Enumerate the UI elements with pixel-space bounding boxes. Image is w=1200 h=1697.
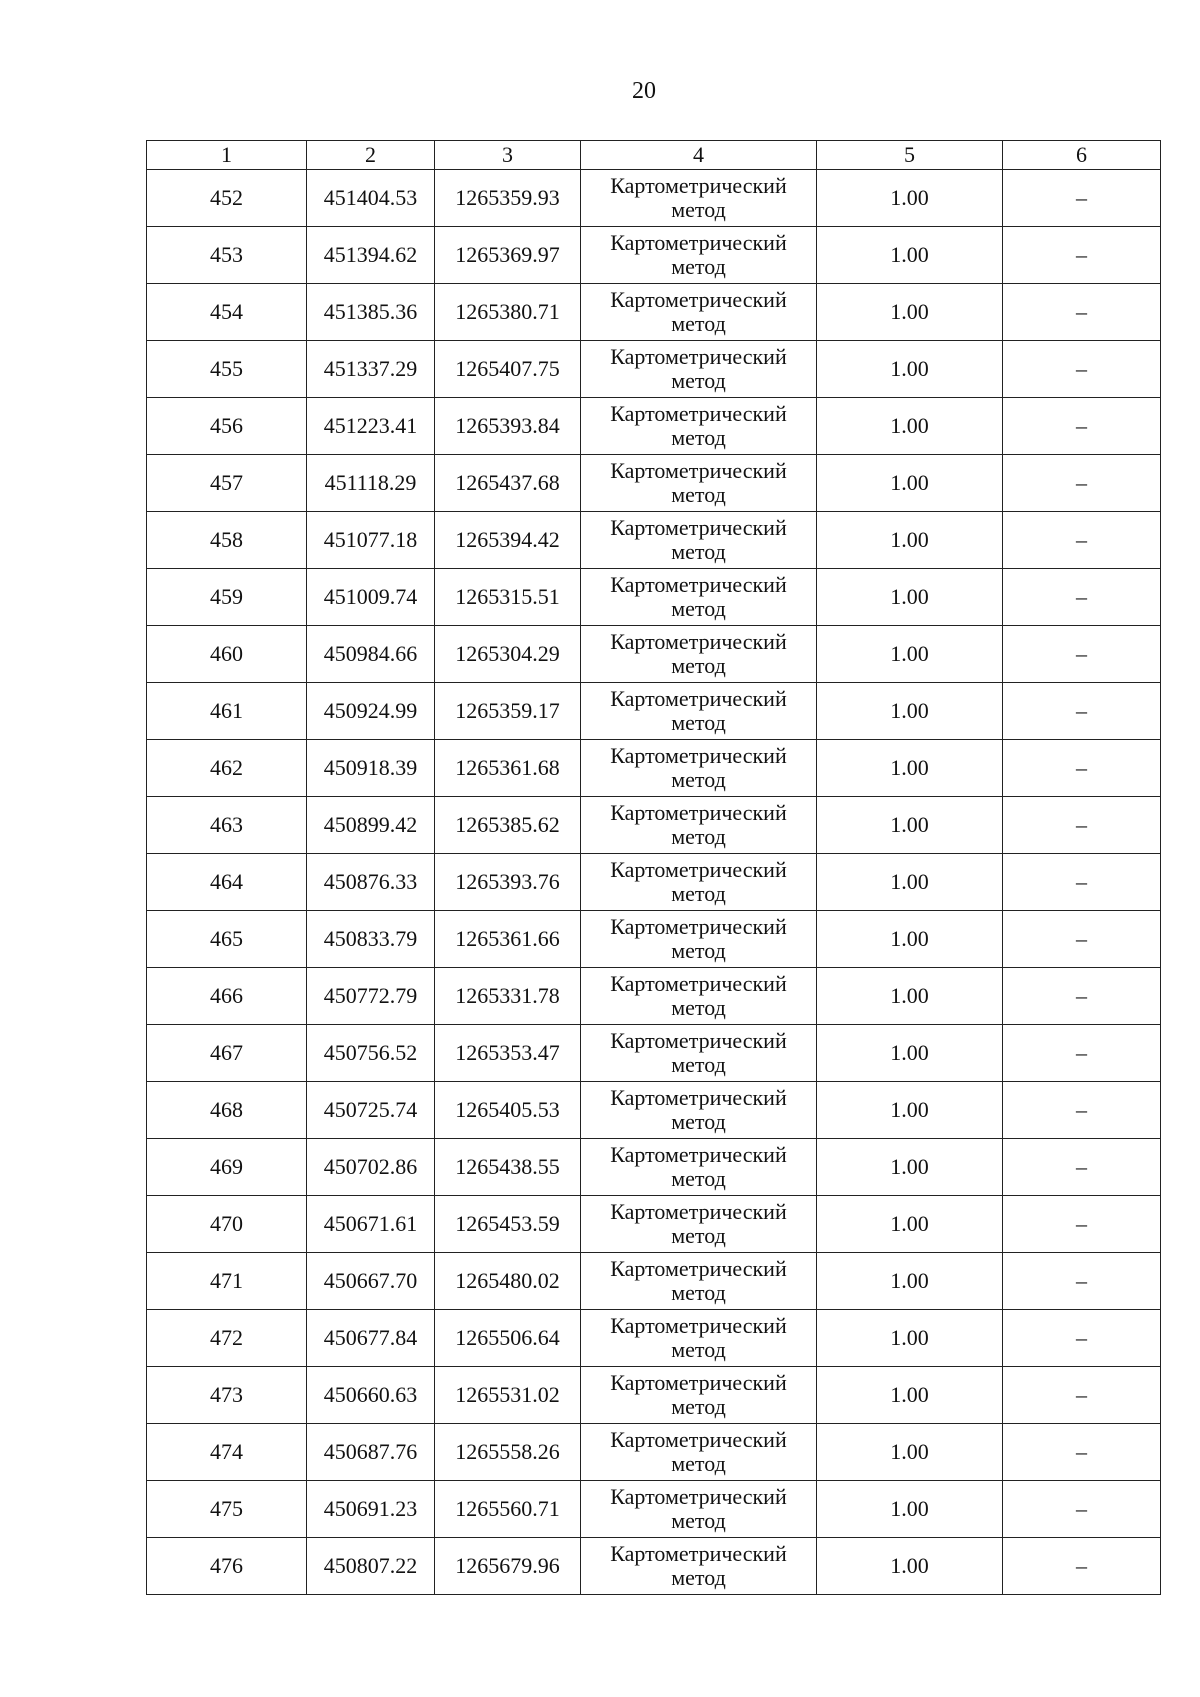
method-line-2: метод [671, 995, 726, 1020]
point-number-cell: 469 [147, 1139, 307, 1196]
method-line-2: метод [671, 767, 726, 792]
method-line-1: Картометрический [610, 344, 787, 369]
method-line-2: метод [671, 1280, 726, 1305]
method-line-1: Картометрический [610, 857, 787, 882]
accuracy-cell: 1.00 [817, 683, 1003, 740]
method-line-1: Картометрический [610, 287, 787, 312]
note-cell: – [1003, 683, 1161, 740]
y-coordinate-cell: 1265405.53 [435, 1082, 581, 1139]
method-line-1: Картометрический [610, 1370, 787, 1395]
accuracy-cell: 1.00 [817, 1481, 1003, 1538]
method-line-1: Картометрический [610, 1541, 787, 1566]
method-cell [581, 1253, 817, 1310]
note-cell: – [1003, 284, 1161, 341]
accuracy-cell: 1.00 [817, 455, 1003, 512]
note-cell: – [1003, 170, 1161, 227]
y-coordinate-cell: 1265393.84 [435, 398, 581, 455]
note-cell: – [1003, 1082, 1161, 1139]
method-cell [581, 227, 817, 284]
table-row [147, 1481, 1161, 1538]
note-cell: – [1003, 797, 1161, 854]
point-number-cell: 468 [147, 1082, 307, 1139]
method-cell [581, 341, 817, 398]
method-line-1: Картометрический [610, 401, 787, 426]
y-coordinate-cell: 1265531.02 [435, 1367, 581, 1424]
method-cell [581, 1538, 817, 1595]
method-line-1: Картометрический [610, 1028, 787, 1053]
method-line-1: Картометрический [610, 1199, 787, 1224]
accuracy-cell: 1.00 [817, 227, 1003, 284]
x-coordinate-cell: 450918.39 [307, 740, 435, 797]
note-cell: – [1003, 455, 1161, 512]
accuracy-cell: 1.00 [817, 797, 1003, 854]
method-line-2: метод [671, 653, 726, 678]
table-row [147, 911, 1161, 968]
method-cell [581, 1481, 817, 1538]
x-coordinate-cell: 451077.18 [307, 512, 435, 569]
accuracy-cell: 1.00 [817, 626, 1003, 683]
note-cell: – [1003, 854, 1161, 911]
method-line-2: метод [671, 539, 726, 564]
method-line-1: Картометрический [610, 458, 787, 483]
column-header-6: 6 [1003, 141, 1161, 170]
table-row [147, 569, 1161, 626]
method-line-2: метод [671, 1052, 726, 1077]
table-row [147, 1253, 1161, 1310]
point-number-cell: 476 [147, 1538, 307, 1595]
method-cell [581, 569, 817, 626]
note-cell: – [1003, 1253, 1161, 1310]
point-number-cell: 475 [147, 1481, 307, 1538]
table-row [147, 1025, 1161, 1082]
method-cell [581, 455, 817, 512]
column-header-2: 2 [307, 141, 435, 170]
x-coordinate-cell: 450876.33 [307, 854, 435, 911]
point-number-cell: 455 [147, 341, 307, 398]
accuracy-cell: 1.00 [817, 569, 1003, 626]
point-number-cell: 464 [147, 854, 307, 911]
table-body [147, 170, 1161, 1595]
table-row [147, 854, 1161, 911]
table-row [147, 284, 1161, 341]
x-coordinate-cell: 450691.23 [307, 1481, 435, 1538]
table-row [147, 1367, 1161, 1424]
point-number-cell: 462 [147, 740, 307, 797]
x-coordinate-cell: 450833.79 [307, 911, 435, 968]
note-cell: – [1003, 512, 1161, 569]
table-row [147, 1196, 1161, 1253]
point-number-cell: 456 [147, 398, 307, 455]
method-cell [581, 1139, 817, 1196]
table-row [147, 1082, 1161, 1139]
method-line-2: метод [671, 1565, 726, 1590]
note-cell: – [1003, 911, 1161, 968]
page-number: 20 [632, 78, 656, 104]
x-coordinate-cell: 451404.53 [307, 170, 435, 227]
accuracy-cell: 1.00 [817, 1367, 1003, 1424]
method-cell [581, 911, 817, 968]
y-coordinate-cell: 1265359.93 [435, 170, 581, 227]
method-cell [581, 1424, 817, 1481]
y-coordinate-cell: 1265385.62 [435, 797, 581, 854]
method-line-1: Картометрический [610, 971, 787, 996]
note-cell: – [1003, 1367, 1161, 1424]
method-line-2: метод [671, 1223, 726, 1248]
point-number-cell: 457 [147, 455, 307, 512]
column-header-4: 4 [581, 141, 817, 170]
method-cell [581, 740, 817, 797]
method-line-1: Картометрический [610, 173, 787, 198]
y-coordinate-cell: 1265393.76 [435, 854, 581, 911]
x-coordinate-cell: 450660.63 [307, 1367, 435, 1424]
x-coordinate-cell: 450687.76 [307, 1424, 435, 1481]
method-cell [581, 1025, 817, 1082]
method-line-2: метод [671, 368, 726, 393]
method-line-2: метод [671, 596, 726, 621]
method-line-1: Картометрический [610, 629, 787, 654]
method-line-1: Картометрический [610, 515, 787, 540]
point-number-cell: 458 [147, 512, 307, 569]
method-line-2: метод [671, 311, 726, 336]
method-line-2: метод [671, 254, 726, 279]
method-line-2: метод [671, 1109, 726, 1134]
accuracy-cell: 1.00 [817, 911, 1003, 968]
method-line-1: Картометрический [610, 743, 787, 768]
method-line-1: Картометрический [610, 1085, 787, 1110]
y-coordinate-cell: 1265560.71 [435, 1481, 581, 1538]
note-cell: – [1003, 626, 1161, 683]
note-cell: – [1003, 398, 1161, 455]
x-coordinate-cell: 450667.70 [307, 1253, 435, 1310]
table-row [147, 512, 1161, 569]
accuracy-cell: 1.00 [817, 1196, 1003, 1253]
method-line-2: метод [671, 1508, 726, 1533]
x-coordinate-cell: 451009.74 [307, 569, 435, 626]
method-cell [581, 1082, 817, 1139]
method-cell [581, 1310, 817, 1367]
table-row [147, 170, 1161, 227]
method-line-1: Картометрический [610, 1484, 787, 1509]
method-cell [581, 626, 817, 683]
method-line-2: метод [671, 1451, 726, 1476]
y-coordinate-cell: 1265353.47 [435, 1025, 581, 1082]
y-coordinate-cell: 1265437.68 [435, 455, 581, 512]
point-number-cell: 474 [147, 1424, 307, 1481]
x-coordinate-cell: 450677.84 [307, 1310, 435, 1367]
x-coordinate-cell: 450924.99 [307, 683, 435, 740]
accuracy-cell: 1.00 [817, 740, 1003, 797]
method-line-2: метод [671, 1394, 726, 1419]
table-row [147, 398, 1161, 455]
table-row [147, 683, 1161, 740]
method-cell [581, 854, 817, 911]
x-coordinate-cell: 450807.22 [307, 1538, 435, 1595]
accuracy-cell: 1.00 [817, 1424, 1003, 1481]
accuracy-cell: 1.00 [817, 170, 1003, 227]
point-number-cell: 463 [147, 797, 307, 854]
table-row [147, 1139, 1161, 1196]
accuracy-cell: 1.00 [817, 1538, 1003, 1595]
accuracy-cell: 1.00 [817, 1025, 1003, 1082]
accuracy-cell: 1.00 [817, 341, 1003, 398]
x-coordinate-cell: 450671.61 [307, 1196, 435, 1253]
method-line-1: Картометрический [610, 800, 787, 825]
point-number-cell: 454 [147, 284, 307, 341]
method-cell [581, 1367, 817, 1424]
note-cell: – [1003, 227, 1161, 284]
accuracy-cell: 1.00 [817, 1139, 1003, 1196]
table-header-row [147, 141, 1161, 170]
note-cell: – [1003, 1538, 1161, 1595]
method-cell [581, 1196, 817, 1253]
y-coordinate-cell: 1265480.02 [435, 1253, 581, 1310]
y-coordinate-cell: 1265361.66 [435, 911, 581, 968]
point-number-cell: 452 [147, 170, 307, 227]
method-line-1: Картометрический [610, 230, 787, 255]
table-row [147, 455, 1161, 512]
note-cell: – [1003, 1196, 1161, 1253]
point-number-cell: 461 [147, 683, 307, 740]
method-line-2: метод [671, 1337, 726, 1362]
table-row [147, 341, 1161, 398]
y-coordinate-cell: 1265394.42 [435, 512, 581, 569]
method-cell [581, 170, 817, 227]
note-cell: – [1003, 1481, 1161, 1538]
column-header-3: 3 [435, 141, 581, 170]
note-cell: – [1003, 968, 1161, 1025]
y-coordinate-cell: 1265380.71 [435, 284, 581, 341]
method-cell [581, 512, 817, 569]
note-cell: – [1003, 1310, 1161, 1367]
y-coordinate-cell: 1265315.51 [435, 569, 581, 626]
point-number-cell: 473 [147, 1367, 307, 1424]
column-header-1: 1 [147, 141, 307, 170]
accuracy-cell: 1.00 [817, 284, 1003, 341]
table-row [147, 1424, 1161, 1481]
y-coordinate-cell: 1265331.78 [435, 968, 581, 1025]
note-cell: – [1003, 1424, 1161, 1481]
table-row [147, 968, 1161, 1025]
x-coordinate-cell: 451337.29 [307, 341, 435, 398]
note-cell: – [1003, 1025, 1161, 1082]
point-number-cell: 472 [147, 1310, 307, 1367]
table-row [147, 227, 1161, 284]
method-line-2: метод [671, 710, 726, 735]
method-line-2: метод [671, 1166, 726, 1191]
x-coordinate-cell: 450725.74 [307, 1082, 435, 1139]
accuracy-cell: 1.00 [817, 1310, 1003, 1367]
y-coordinate-cell: 1265407.75 [435, 341, 581, 398]
y-coordinate-cell: 1265679.96 [435, 1538, 581, 1595]
method-line-2: метод [671, 197, 726, 222]
point-number-cell: 459 [147, 569, 307, 626]
table-row [147, 626, 1161, 683]
note-cell: – [1003, 341, 1161, 398]
y-coordinate-cell: 1265438.55 [435, 1139, 581, 1196]
note-cell: – [1003, 1139, 1161, 1196]
point-number-cell: 460 [147, 626, 307, 683]
method-cell [581, 797, 817, 854]
method-cell [581, 683, 817, 740]
method-line-1: Картометрический [610, 1256, 787, 1281]
y-coordinate-cell: 1265304.29 [435, 626, 581, 683]
column-header-5: 5 [817, 141, 1003, 170]
method-line-2: метод [671, 482, 726, 507]
point-number-cell: 470 [147, 1196, 307, 1253]
method-line-1: Картометрический [610, 1142, 787, 1167]
point-number-cell: 471 [147, 1253, 307, 1310]
method-cell [581, 398, 817, 455]
method-line-2: метод [671, 881, 726, 906]
y-coordinate-cell: 1265359.17 [435, 683, 581, 740]
table-row [147, 740, 1161, 797]
x-coordinate-cell: 450984.66 [307, 626, 435, 683]
method-cell [581, 968, 817, 1025]
method-line-1: Картометрический [610, 686, 787, 711]
accuracy-cell: 1.00 [817, 968, 1003, 1025]
method-line-2: метод [671, 824, 726, 849]
accuracy-cell: 1.00 [817, 1082, 1003, 1139]
method-line-2: метод [671, 938, 726, 963]
accuracy-cell: 1.00 [817, 1253, 1003, 1310]
note-cell: – [1003, 569, 1161, 626]
method-line-1: Картометрический [610, 1313, 787, 1338]
x-coordinate-cell: 451385.36 [307, 284, 435, 341]
method-cell [581, 284, 817, 341]
x-coordinate-cell: 451394.62 [307, 227, 435, 284]
accuracy-cell: 1.00 [817, 854, 1003, 911]
x-coordinate-cell: 450756.52 [307, 1025, 435, 1082]
table-row [147, 1538, 1161, 1595]
method-line-1: Картометрический [610, 1427, 787, 1452]
x-coordinate-cell: 450702.86 [307, 1139, 435, 1196]
y-coordinate-cell: 1265369.97 [435, 227, 581, 284]
point-number-cell: 453 [147, 227, 307, 284]
accuracy-cell: 1.00 [817, 512, 1003, 569]
table-row [147, 1310, 1161, 1367]
table-row [147, 797, 1161, 854]
coordinates-table [146, 140, 1161, 1595]
accuracy-cell: 1.00 [817, 398, 1003, 455]
point-number-cell: 467 [147, 1025, 307, 1082]
method-line-1: Картометрический [610, 914, 787, 939]
y-coordinate-cell: 1265506.64 [435, 1310, 581, 1367]
point-number-cell: 466 [147, 968, 307, 1025]
y-coordinate-cell: 1265361.68 [435, 740, 581, 797]
x-coordinate-cell: 450899.42 [307, 797, 435, 854]
point-number-cell: 465 [147, 911, 307, 968]
x-coordinate-cell: 451223.41 [307, 398, 435, 455]
y-coordinate-cell: 1265558.26 [435, 1424, 581, 1481]
x-coordinate-cell: 451118.29 [307, 455, 435, 512]
method-line-2: метод [671, 425, 726, 450]
y-coordinate-cell: 1265453.59 [435, 1196, 581, 1253]
note-cell: – [1003, 740, 1161, 797]
x-coordinate-cell: 450772.79 [307, 968, 435, 1025]
method-line-1: Картометрический [610, 572, 787, 597]
